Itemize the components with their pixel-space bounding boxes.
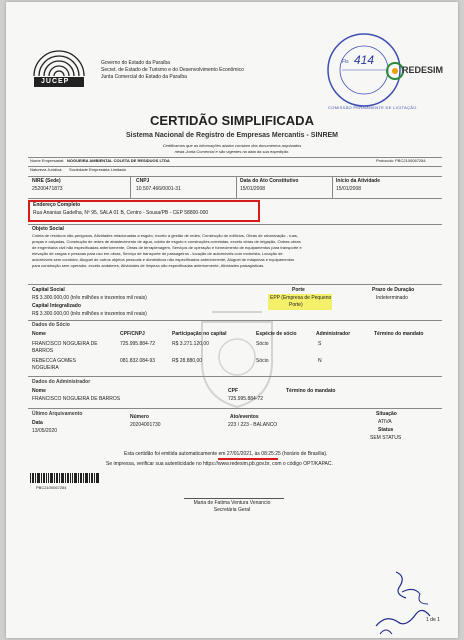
partners-header-capital: Participação no capital (172, 331, 227, 337)
object-line-5: automóveis sem condutor, Aluguel de outros objetos pessoais e domésticos não especificados anteriormente, Aluguel de máquinas e equipamentos (32, 257, 295, 262)
situacao-label: Situação (376, 411, 397, 417)
archive-date-value: 13/05/2020 (32, 428, 58, 434)
partner-name-line-1: REBECCA GOMES (32, 358, 76, 364)
partner-name-line-2: NOGUEIRA (32, 365, 59, 371)
verify-line: Se impressa, verificar sua autenticidade no https://www.redesim.pb.gov.br, com o código OPT/KAPAC. (106, 461, 333, 467)
porte-value-2: Porte) (289, 302, 303, 308)
barcode-text: PBC2100067284 (36, 485, 67, 490)
porte-value-1: EPP (Empresa de Pequeno (270, 295, 332, 301)
object-line-4: elevação de cargas e pessoas para uso em obras, Serviço de transporte de passageiros - locação de automóveis com motorista, Locação de (32, 251, 283, 256)
signer-role: Secretária Geral (213, 507, 251, 513)
prazo-label: Prazo de Duração (372, 287, 415, 293)
cnpj-label: CNPJ (136, 178, 150, 184)
partner-kind: Sócio (256, 341, 269, 347)
page-number: 1 de 1 (426, 617, 440, 623)
archive-acts-label: Ato/eventos (230, 414, 259, 420)
administrator-section-label: Dados do Administrador (32, 379, 91, 385)
status-label: Status (378, 427, 394, 433)
administrator-name-value: FRANCISCO NOGUEIRA DE BARROS (32, 396, 121, 402)
archive-section-label: Último Arquivamento (32, 411, 83, 417)
capital-social-label: Capital Social (32, 287, 65, 293)
capital-integralizado-value: R$ 3.300.000,00 (três milhões e trezentos mil reais) (32, 311, 147, 317)
barcode-icon (30, 473, 100, 483)
partners-header-name: Nome (32, 331, 46, 337)
cert-line-2: nesta Junta Comercial e são vigentes na data da sua expedição. (174, 149, 290, 154)
constitution-label: Data do Ato Constitutivo (240, 178, 299, 184)
company-name-label: Nome Empresarial: (30, 158, 65, 163)
porte-label: Porte (292, 287, 305, 293)
page-title: CERTIDÃO SIMPLIFICADA (150, 113, 314, 128)
cnpj-value: 10.507.466/0001-31 (136, 186, 181, 192)
stamp-text: COMISSÃO PERMANENTE DE LICITAÇÃO (328, 105, 417, 110)
capital-social-value: R$ 3.300.000,00 (três milhões e trezentos mil reais) (32, 295, 147, 301)
logo-text: JUCEP (41, 78, 70, 85)
partner-kind: Sócio (256, 358, 269, 364)
object-line-1: Coleta de resíduos não-perigosos, Atividades relacionadas a esgoto, exceto a gestão de redes, Construção de edifícios, Obras de urbanização - ruas, (32, 233, 298, 238)
administrator-name-label: Nome (32, 388, 46, 394)
nature-label: Natureza Jurídica: (30, 167, 63, 172)
partner-capital: R$ 28.880,00 (172, 358, 203, 364)
partner-capital: R$ 3.271.120,00 (172, 341, 209, 347)
administrator-cpf-label: CPF (228, 388, 238, 394)
protocol: Protocolo: PBC2100067284 (376, 158, 426, 163)
archive-acts-value: 223 / 223 - BALANCO (228, 422, 278, 428)
emitted-underline (218, 458, 278, 460)
partner-name-line-1: FRANCISCO NOGUEIRA DE (32, 341, 98, 347)
stamp-fls: Fls (342, 59, 349, 65)
partner-name-line-2: BARROS (32, 348, 54, 354)
object-line-2: praças e calçadas, Construção de redes de abastecimento de água, coleta de esgoto e construções correlatas, exceto obras de irrigação, Outras obras (32, 239, 301, 244)
partner-admin: S (318, 341, 322, 347)
administrator-term-label: Término do mandato (286, 388, 336, 394)
cert-line-1: Certificamos que as informações abaixo constam dos documentos arquivados (162, 143, 302, 148)
nire-label: NIRE (Sede) (32, 178, 61, 184)
partners-header-cpf: CPF/CNPJ (120, 331, 145, 337)
start-value: 15/01/2008 (336, 186, 362, 192)
address-label: Endereço Completo (33, 202, 81, 208)
gov-line-2: Secret. de Estado de Turismo e do Desenvolvimento Econômico (101, 67, 244, 73)
capital-integralizado-label: Capital Integralizado (32, 303, 81, 309)
situacao-value: ATIVA (378, 419, 392, 425)
partner-cpf: 081.832.084-93 (120, 358, 156, 364)
gov-line-1: Governo do Estado da Paraíba (101, 60, 170, 66)
partners-header-term: Término do mandato (374, 331, 424, 337)
archive-date-label: Data (32, 420, 43, 426)
archive-number-value: 20204001730 (130, 422, 161, 428)
address-value: Rua Ananias Gadelha, Nº 95, SALA 01 B, Centro - Sousa/PB - CEP 58800-000 (33, 210, 209, 216)
partner-admin: N (318, 358, 322, 364)
object-line-6: para construção sem operador, exceto andaimes, Atividades de limpeza não especificadas anteriormente, Atividades paisagísticas. (32, 263, 265, 268)
handwritten-signature-icon (366, 562, 446, 638)
redesim-text: REDESIM (402, 65, 444, 75)
stamp-number: 414 (354, 53, 375, 67)
partners-header-kind: Espécie de sócio (256, 331, 297, 337)
constitution-value: 15/01/2008 (240, 186, 266, 192)
object-line-3: de engenharia civil não especificadas anteriormente, Obras de terraplenagem, Serviços de operação e fornecimento de equipamentos para transporte e (32, 245, 302, 250)
company-name-value: NOGUEIRA AMBIENTAL COLETA DE RESIDUOS LTDA (67, 158, 170, 163)
status-value: SEM STATUS (370, 435, 402, 441)
signer-name: Maria de Fatima Ventura Venancio (193, 500, 271, 506)
partners-header-admin: Administrador (316, 331, 351, 337)
emitted-line: Esta certidão foi emitida automaticamente em 27/01/2021, às 08:25:25 (horário de Brasília). (124, 451, 328, 457)
partner-cpf: 725.995.884-72 (120, 341, 156, 347)
certificate-page (6, 2, 458, 638)
gov-line-3: Junta Comercial do Estado da Paraíba (101, 74, 187, 80)
subtitle: Sistema Nacional de Registro de Empresas Mercantis - SINREM (125, 132, 338, 139)
administrator-cpf-value: 725.995.884-72 (228, 396, 264, 402)
partners-section-label: Dados do Sócio (32, 322, 70, 328)
nature-value: Sociedade Empresária Limitada (69, 167, 126, 172)
nire-value: 25200471873 (32, 186, 63, 192)
archive-number-label: Número (130, 414, 149, 420)
prazo-value: Indeterminado (376, 295, 408, 301)
object-label: Objeto Social (32, 226, 64, 232)
start-label: Início da Atividade (336, 178, 380, 184)
